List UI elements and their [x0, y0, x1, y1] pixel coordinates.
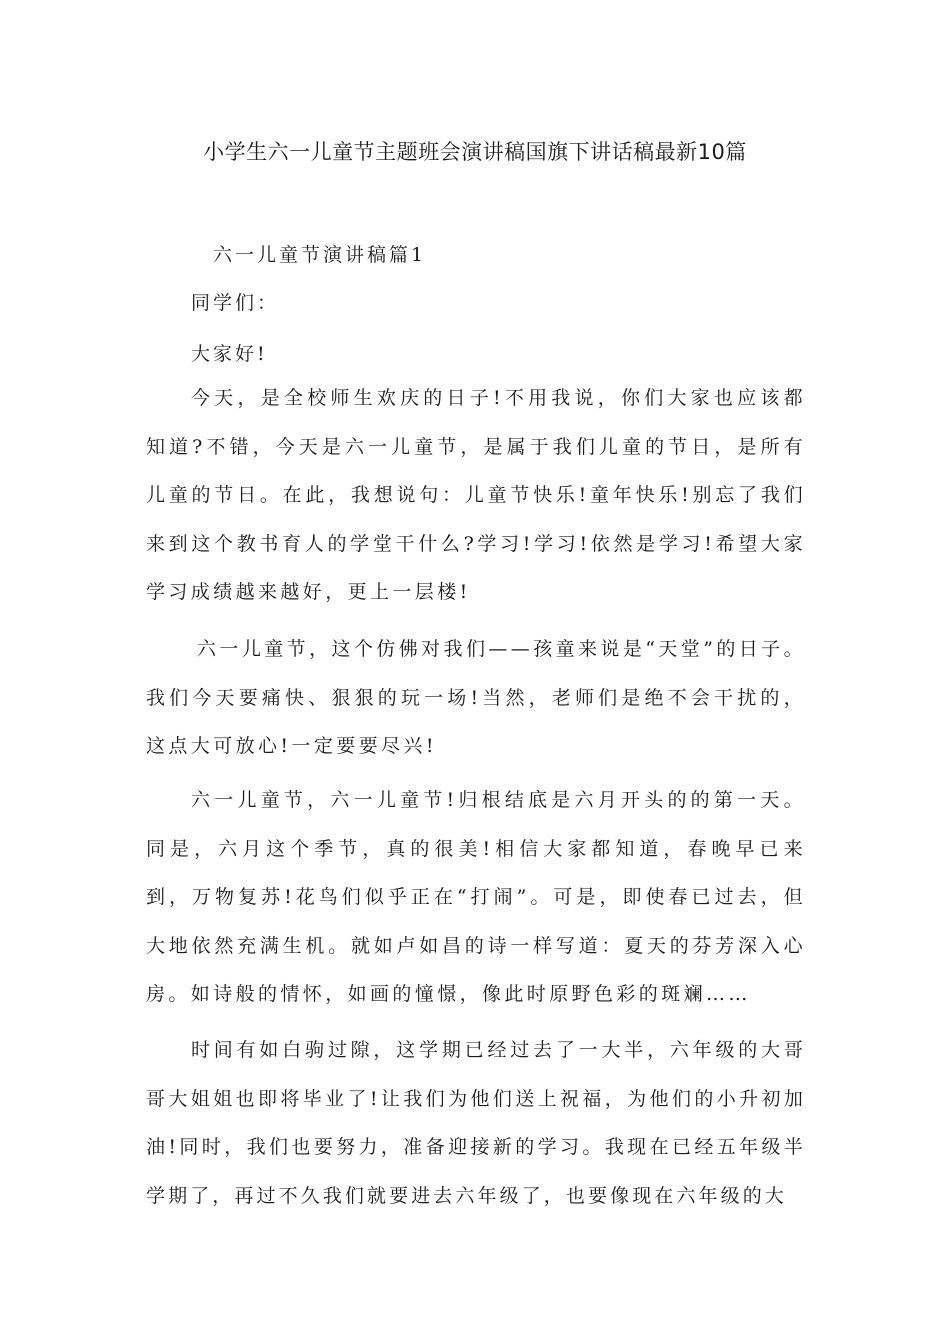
salutation: 同学们：: [191, 292, 280, 314]
section-heading: 六一儿童节演讲稿篇1: [213, 244, 427, 266]
document-title: 小学生六一儿童节主题班会演讲稿国旗下讲话稿最新10篇: [203, 140, 747, 164]
paragraph-1: 今天，是全校师生欢庆的日子!不用我说，你们大家也应该都知道?不错，今天是六一儿童节，是属于我们儿童的节日，是所有儿童的节日。在此，我想说句：儿童节快乐!童年快乐!别忘了我们来到这个教书育人的学堂干什么?学习!学习!依然是学习!希望大家学习成绩越来越好，更上一层楼!: [146, 387, 806, 603]
paragraph-2: 六一儿童节，这个仿佛对我们——孩童来说是“天堂”的日子。我们今天要痛快、狠狠的玩一场!当然，老师们是绝不会干扰的，这点大可放心!一定要要尽兴!: [146, 638, 806, 757]
greeting: 大家好!: [191, 343, 268, 365]
paragraph-4: 时间有如白驹过隙，这学期已经过去了一大半，六年级的大哥哥大姐姐也即将毕业了!让我们为他们送上祝福，为他们的小升初加油!同时，我们也要努力，准备迎接新的学习。我现在已经五年级半学期了，再过不久我们就要进去六年级了，也要像现在六年级的大: [146, 1039, 806, 1207]
paragraph-3: 六一儿童节，六一儿童节!归根结底是六月开头的的第一天。同是，六月这个季节，真的很美!相信大家都知道，春晚早已来到，万物复苏!花鸟们似乎正在“打闹”。可是，即使春已过去，但大地依然充满生机。就如卢如昌的诗一样写道：夏天的芬芳深入心房。如诗般的情怀，如画的憧憬，像此时原野色彩的斑斓……: [146, 789, 806, 1005]
